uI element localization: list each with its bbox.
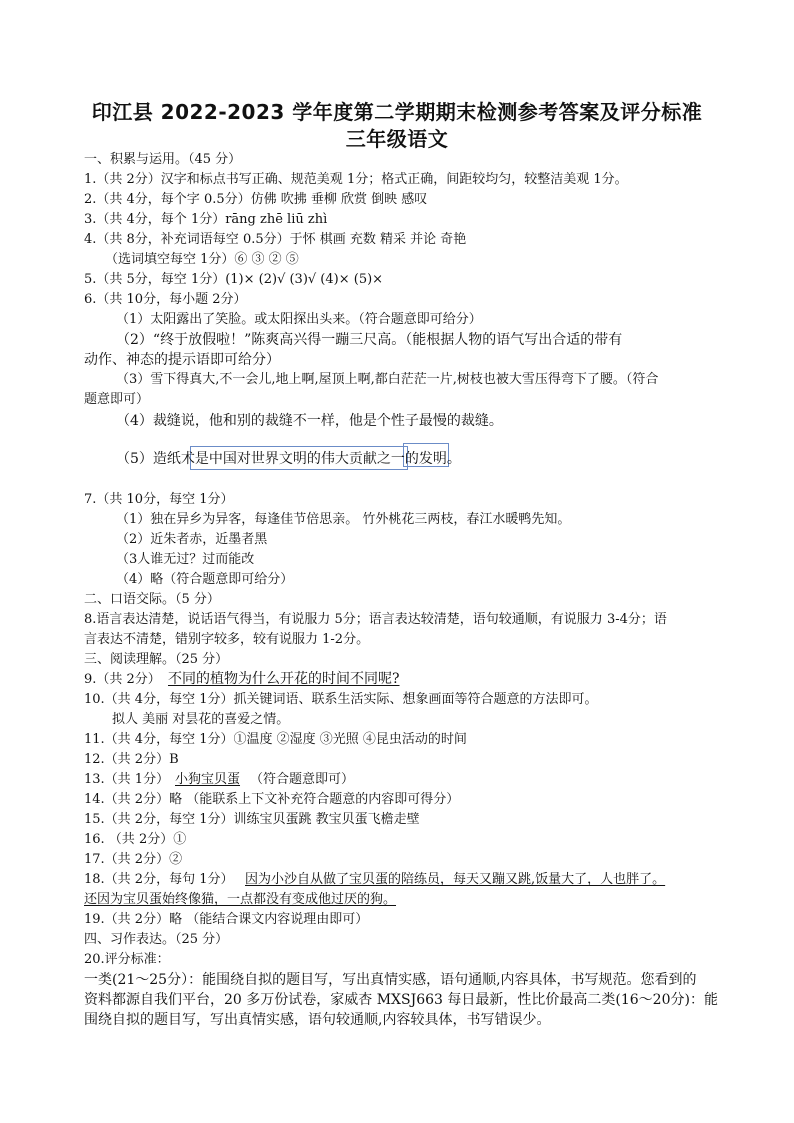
- answer-line: （3）雪下得真大,不一会儿,地上啊,屋顶上啊,都白茫茫一片,树枝也被大雪压得弯下了腰。（符合: [116, 372, 659, 387]
- answer-line: （4）裁缝说，他和别的裁缝不一样，他是个性子最慢的裁缝。: [116, 413, 503, 429]
- page-subtitle: 三年级语文: [345, 127, 449, 151]
- answer-line: （3人谁无过？过而能改: [116, 552, 255, 567]
- answer-line: 10.（共 4分，每空 1分）抓关键词语、联系生活实际、想象画面等符合题意的方法即可。: [84, 692, 598, 707]
- answer-line: （5）造纸术是中国对世界文明的伟大贡献之一的发明。: [116, 451, 461, 467]
- answer-line: 12.（共 2分）B: [84, 752, 179, 767]
- answer-line: 20.评分标准：: [84, 952, 170, 967]
- underlined-answer: 因为小沙自从做了宝贝蛋的陪练员，每天又蹦又跳,饭量大了，人也胖了。: [245, 872, 666, 887]
- answer-line: 拟人 美丽 对昙花的喜爱之情。: [112, 712, 290, 727]
- underlined-answer: 还因为宝贝蛋始终像猫，一点都没有变成他过厌的狗。: [84, 892, 397, 907]
- section-heading-2: 二、口语交际。（5 分）: [84, 592, 220, 607]
- answer-line: 2.（共 4分，每个字 0.5分）仿佛 吹拂 垂柳 欣赏 倒映 感叹: [84, 192, 428, 207]
- section-heading-4: 四、习作表达。（25 分）: [84, 932, 229, 947]
- answer-line: 题意即可）: [84, 392, 150, 407]
- answer-line: 7.（共 10分，每空 1分）: [84, 492, 234, 507]
- answer-line: （1）太阳露出了笑脸。或太阳探出头来。（符合题意即可给分）: [116, 312, 482, 327]
- underlined-answer: 小狗宝贝蛋: [175, 772, 241, 787]
- answer-line: （选词填空每空 1分）⑥ ③ ② ⑤: [105, 252, 299, 267]
- answer-line: 11.（共 4分，每空 1分）①温度 ②湿度 ③光照 ④昆虫活动的时间: [84, 732, 467, 747]
- underlined-answer: 不同的植物为什么开花的时间不同呢?: [168, 671, 400, 687]
- answer-line: 4.（共 8分，补充词语每空 0.5分）于怀 棋画 充数 精采 并论 奇艳: [84, 232, 467, 247]
- answer-line: 9.（共 2分）: [84, 672, 161, 687]
- answer-line: 资料都源自我们平台，20 多万份试卷，家威杏 MXSJ663 每日最新，性比价最高二类(16～20分)：能: [84, 992, 718, 1008]
- answer-line: （4）略（符合题意即可给分）: [116, 572, 294, 587]
- answer-line: 1.（共 2分）汉字和标点书写正确、规范美观 1分；格式正确，间距较均匀，较整洁美观 1分。: [84, 172, 628, 187]
- answer-note: （符合题意即可）: [250, 772, 355, 787]
- answer-line: 5.（共 5分，每空 1分）(1)× (2)√ (3)√ (4)× (5)×: [84, 272, 384, 287]
- answer-line: 一类(21～25分）：能围绕自拟的题目写，写出真情实感，语句通顺,内容具体，书写规范。您看到的: [84, 972, 697, 988]
- page-title: 印江县 2022-2023 学年度第二学期期末检测参考答案及评分标准: [91, 100, 703, 124]
- section-heading-3: 三、阅读理解。（25 分）: [84, 652, 229, 667]
- answer-line: （2）“终于放假啦！”陈爽高兴得一蹦三尺高。（能根据人物的语气写出合适的带有: [116, 332, 623, 348]
- answer-line: 17.（共 2分）②: [84, 852, 183, 867]
- answer-line: 15.（共 2分，每空 1分）训练宝贝蛋跳 教宝贝蛋飞檐走壁: [84, 812, 420, 827]
- answer-line: 14.（共 2分）略 （能联系上下文补充符合题意的内容即可得分）: [84, 792, 460, 807]
- answer-line: 3.（共 4分，每个 1分）rāng zhē liū zhì: [84, 212, 328, 227]
- answer-line: 动作、神态的提示语即可给分）: [84, 352, 280, 368]
- answer-line: （1）独在异乡为异客，每逢佳节倍思亲。 竹外桃花三两枝，春江水暖鸭先知。: [116, 512, 571, 527]
- answer-line: 6.（共 10分，每小题 2分）: [84, 292, 247, 307]
- answer-line: 19.（共 2分）略 （能结合课文内容说理由即可）: [84, 912, 369, 927]
- answer-line: （2）近朱者赤，近墨者黑: [116, 532, 268, 547]
- section-heading-1: 一、积累与运用。（45 分）: [84, 152, 242, 167]
- answer-line: 16. （共 2分）①: [84, 832, 187, 847]
- answer-line: 言表达不清楚，错别字较多，较有说服力 1-2分。: [84, 632, 370, 647]
- answer-line: 8.语言表达清楚，说话语气得当，有说服力 5分；语言表达较清楚，语句较通顺，有说服力 3-4分；语: [84, 612, 667, 627]
- answer-line: 13.（共 1分）: [84, 772, 170, 787]
- answer-line: 18.（共 2分，每句 1分）: [84, 872, 234, 887]
- answer-line: 围绕自拟的题目写，写出真情实感，语句较通顺,内容较具体，书写错误少。: [84, 1012, 551, 1028]
